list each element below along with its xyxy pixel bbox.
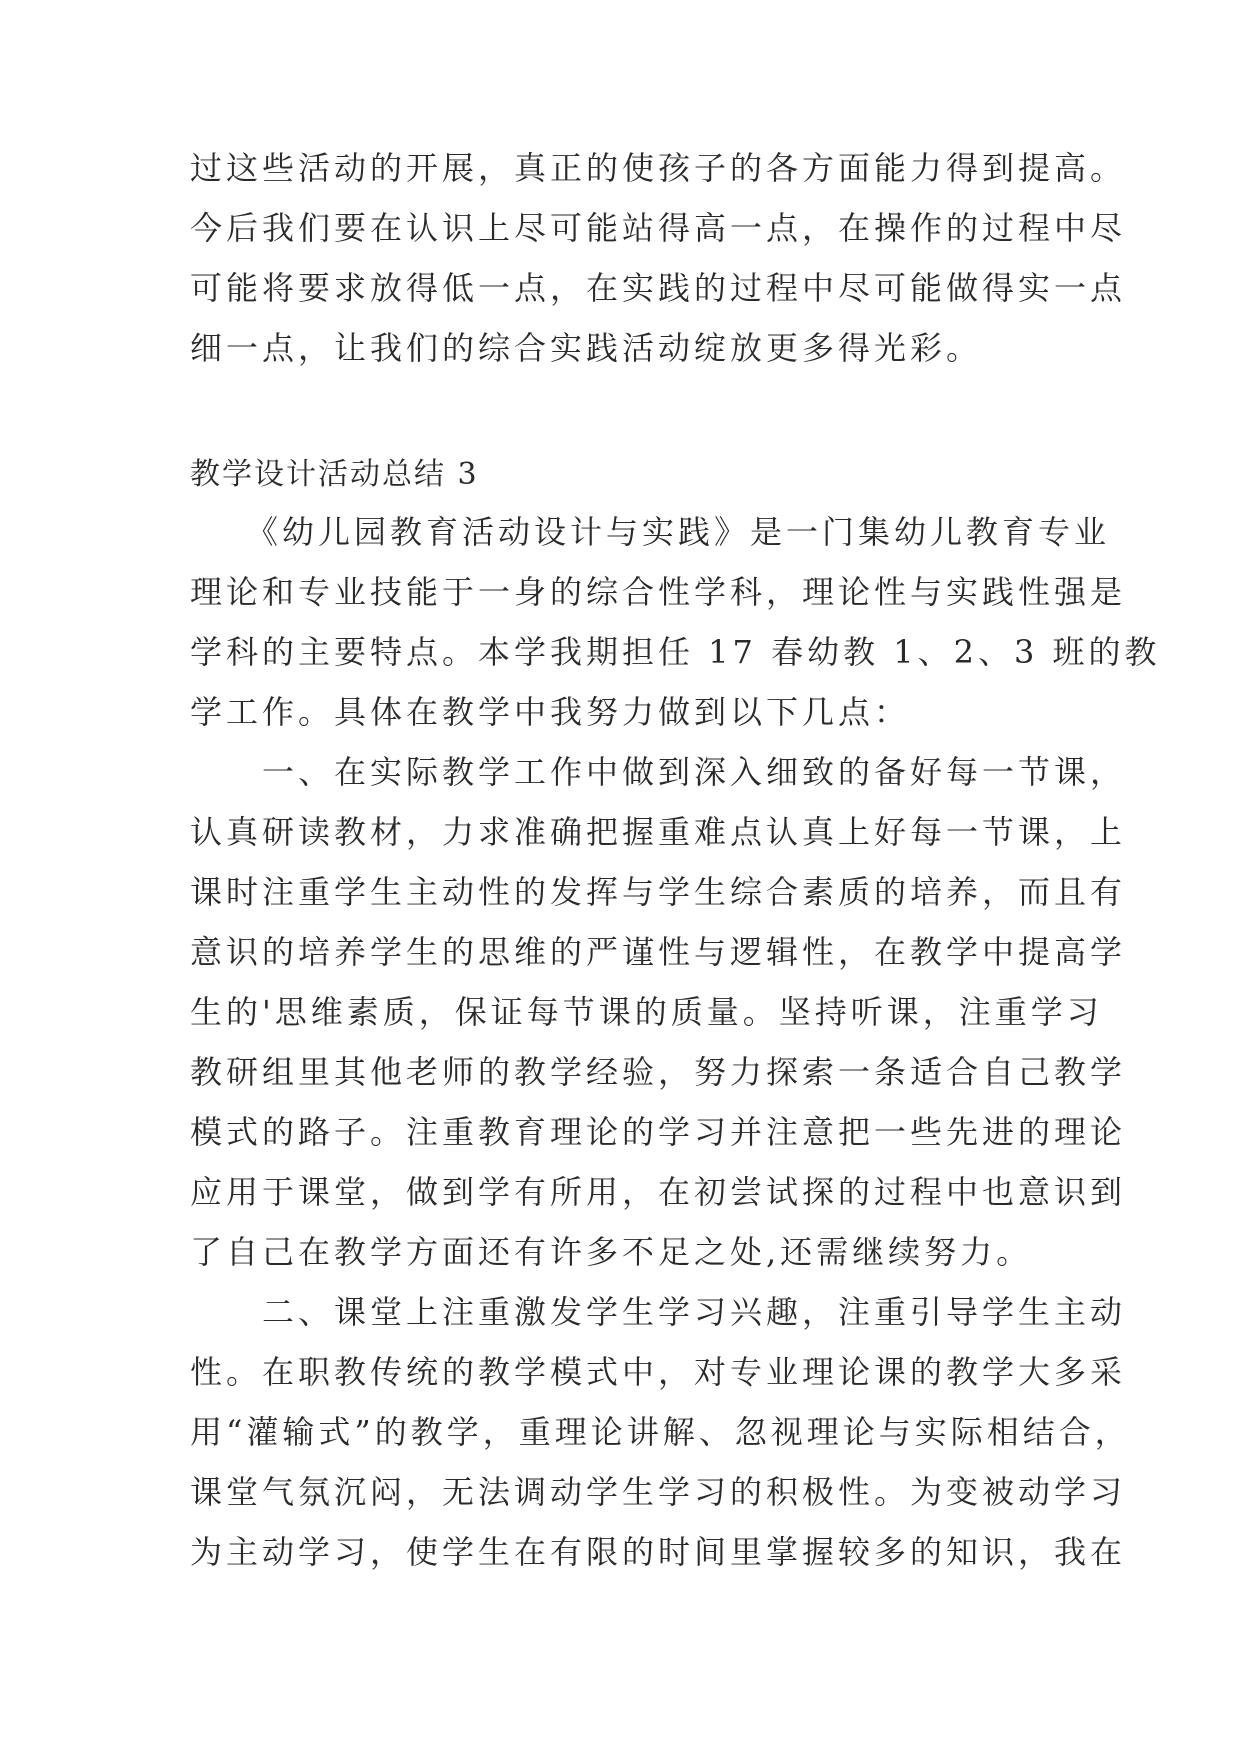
text-line: 学工作。具体在教学中我努力做到以下几点： — [190, 693, 911, 731]
section-heading: 教学设计活动总结 3 — [190, 457, 479, 492]
closing-paragraph — [190, 138, 1127, 378]
text-line: 用“灌输式”的教学，重理论讲解、忽视理论与实际相结合， — [190, 1413, 1131, 1451]
text-line: 《幼儿园教育活动设计与实践》是一门集幼儿教育专业 — [190, 513, 1111, 551]
body-text — [190, 502, 1161, 1582]
text-line: 课堂气氛沉闷，无法调动学生学习的积极性。为变被动学习 — [190, 1473, 1127, 1511]
text-line: 应用于课堂，做到学有所用，在初尝试探的过程中也意识到 — [190, 1173, 1127, 1211]
text-line: 模式的路子。注重教育理论的学习并注意把一些先进的理论 — [190, 1113, 1127, 1151]
text-line: 可能将要求放得低一点，在实践的过程中尽可能做得实一点 — [190, 269, 1127, 307]
text-line: 今后我们要在认识上尽可能站得高一点，在操作的过程中尽 — [190, 209, 1127, 247]
text-line: 了自己在教学方面还有许多不足之处,还需继续努力。 — [190, 1233, 1033, 1271]
text-line: 认真研读教材，力求准确把握重难点认真上好每一节课，上 — [190, 813, 1127, 851]
text-line: 细一点，让我们的综合实践活动绽放更多得光彩。 — [190, 329, 983, 367]
text-line: 生的'思维素质，保证每节课的质量。坚持听课，注重学习 — [190, 993, 1103, 1031]
text-line: 一、在实际教学工作中做到深入细致的备好每一节课， — [190, 753, 1127, 791]
text-line: 教研组里其他老师的教学经验，努力探索一条适合自己教学 — [190, 1053, 1127, 1091]
text-line: 意识的培养学生的思维的严谨性与逻辑性，在教学中提高学 — [190, 933, 1127, 971]
text-line: 课时注重学生主动性的发挥与学生综合素质的培养，而且有 — [190, 873, 1127, 911]
text-line: 理论和专业技能于一身的综合性学科，理论性与实践性强是 — [190, 573, 1127, 611]
text-line: 过这些活动的开展，真正的使孩子的各方面能力得到提高。 — [190, 149, 1127, 187]
text-line: 为主动学习，使学生在有限的时间里掌握较多的知识，我在 — [190, 1533, 1127, 1571]
text-line: 性。在职教传统的教学模式中，对专业理论课的教学大多采 — [190, 1353, 1127, 1391]
text-line: 学科的主要特点。本学我期担任 17 春幼教 1、2、3 班的教 — [190, 633, 1161, 671]
text-line: 二、课堂上注重激发学生学习兴趣，注重引导学生主动 — [190, 1293, 1127, 1331]
